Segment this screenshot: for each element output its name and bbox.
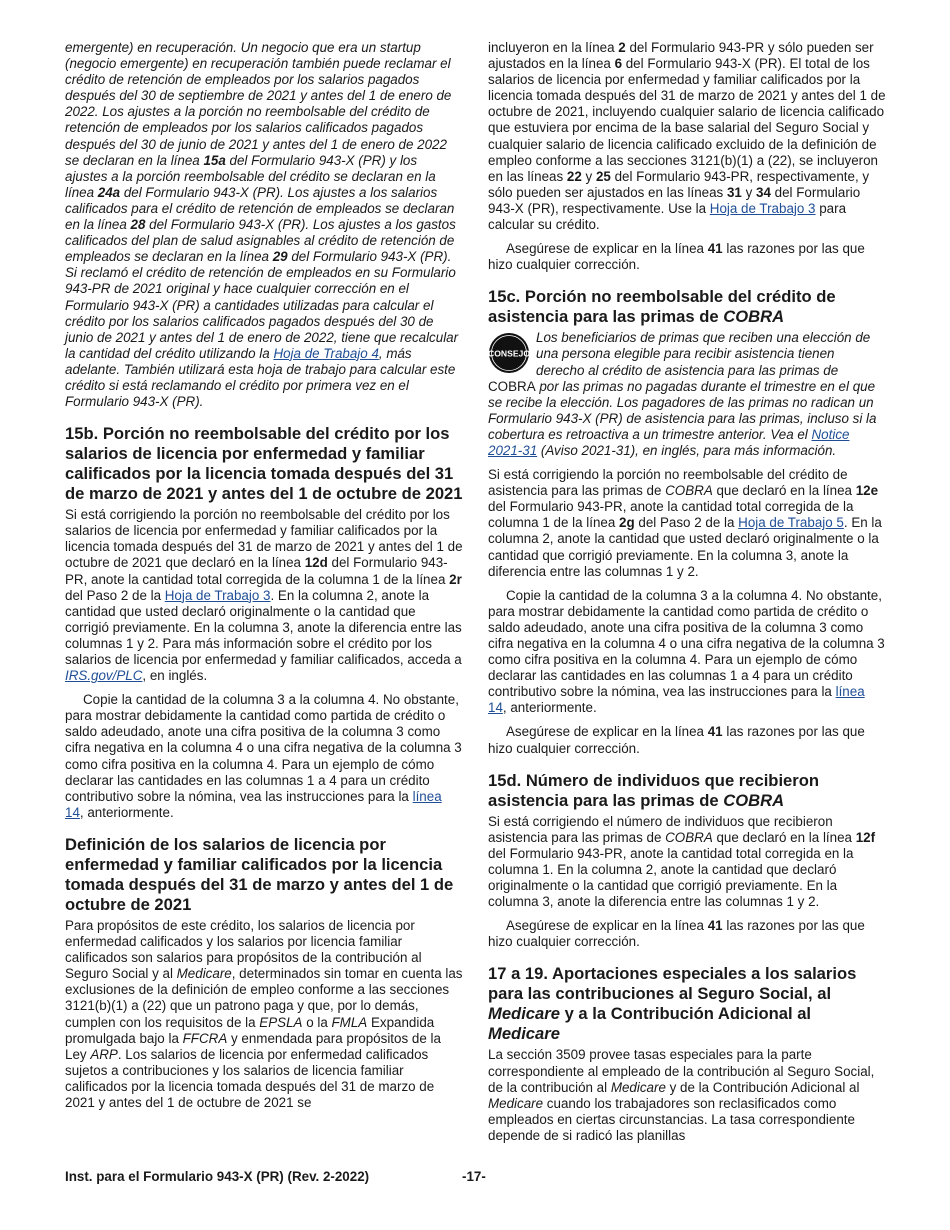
paragraph-wages-continued: incluyeron en la línea 2 del Formulario 943-PR y sólo pueden ser ajustados en la línea 6 del Formulario 943-X (PR). El total de los salarios de licencia por enfermedad y familiar calificados por la licencia tomada después del 31 de marzo de 2021 y antes del 1 de octubre de 2021, incluyendo cualquier salario de licencia calificado que estuviera por encima de la base salarial del Seguro Social y cualquier salario de licencia calificado excluido de la definición de empleo conforme a las secciones 3121(b)(1) a (22), se incluyeron en las líneas 22 y 25 del Formulario 943-PR, respectivamente, y sólo pueden ser ajustados en las líneas 31 y 34 del Formulario 943-X (PR), respectivamente. Use la Hoja de Trabajo 3 para calcular su crédito. xyxy=(488,40,886,233)
worksheet-3-link-right[interactable]: Hoja de Trabajo 3 xyxy=(709,200,816,216)
page-number: -17- xyxy=(462,1169,486,1184)
heading-15d: 15d. Número de individuos que recibieron asistencia para las primas de COBRA xyxy=(488,770,820,810)
heading-15c: 15c. Porción no reembolsable del crédito de asistencia para las primas de COBRA xyxy=(488,287,836,327)
paragraph-15b-copy-column: Copie la cantidad de la columna 3 a la columna 4. No obstante, para mostrar debidamente la cantidad como partida de crédito o saldo adeudado, anote una cifra positiva de la columna 3 como cifra negativa en la columna 4 o una cifra negativa de la columna 3 como cifra positiva en la columna 4. Para un ejemplo de cómo declarar las cantidades en las columnas 1 a 4 para un crédito contributivo sobre la nómina, vea las instrucciones para la línea 14, anteriormente. xyxy=(65,692,462,820)
line-14-link[interactable]: línea 14 xyxy=(65,788,442,820)
paragraph-15c-copy-column: Copie la cantidad de la columna 3 a la columna 4. No obstante, para mostrar debidamente la cantidad como partida de crédito o saldo adeudado, anote una cifra positiva de la columna 3 como cifra negativa en la columna 4 o una cifra negativa de la columna 3 como cifra positiva en la columna 4. Para un ejemplo de cómo declarar las cantidades en las columnas 1 a 4 para un crédito contributivo sobre la nómina, vea las instrucciones para la línea 14, anteriormente. xyxy=(488,587,885,716)
worksheet-4-link[interactable]: Hoja de Trabajo 4 xyxy=(273,345,379,361)
erc-note-paragraph: emergente) en recuperación. Un negocio que era un startup (negocio emergente) en recuperación también puede reclamar el crédito de retención de empleados por los salarios pagados después del 30 de septiembre de 2021 y antes del 1 de enero de 2022. Los ajustes a la porción no reembolsable del crédito de retención de empleados por los salarios calificados pagados después del 30 de junio de 2021 y antes del 1 de enero de 2022 se declaran en la línea 15a del Formulario 943-X (PR) y los ajustes a la porción reembolsable del crédito se declaran en la línea 24a del Formulario 943-X (PR). Los ajustes a los salarios calificados para el crédito de retención de empleados se declaran en la línea 28 del Formulario 943-X (PR). Los ajustes a los gastos calificados del plan de salud asignables al crédito de retención de empleados se declaran en la línea 29 del Formulario 943-X (PR). Si reclamó el crédito de retención de empleados en su Formulario 943-PR de 2021 original y hace cualquier corrección en el Formulario 943-X (PR) a cantidades utilizadas para calcular el crédito por los salarios calificados pagados después del 30 de junio de 2021 y antes del 1 de enero de 2022, tiene que recalcular la cantidad del crédito utilizando la Hoja de Trabajo 4, más adelante. También utilizará esta hoja de trabajo para calcular este crédito si está reclamando el crédito por primera vez en el Formulario 943-X (PR). xyxy=(65,40,459,410)
explain-line-41-paragraph: Asegúrese de explicar en la línea 41 las razones por las que hizo cualquier corrección. xyxy=(488,241,865,273)
explain-line-41-paragraph-2: Asegúrese de explicar en la línea 41 las razones por las que hizo cualquier corrección. xyxy=(488,724,865,756)
paragraph-15d-instructions: Si está corrigiendo el número de individuos que recibieron asistencia para las primas de COBRA que declaró en la línea 12f del Formulario 943-PR, anote la cantidad total corregida en la columna 1. En la columna 2, anote la cantidad que declaró originalmente o la cantidad que corrigió previamente. En la columna 3, anote la diferencia entre las columnas 1 y 2. xyxy=(488,813,876,910)
heading-15b: 15b. Porción no reembolsable del crédito por los salarios de licencia por enfermedad y familiar calificados por la licencia tomada después del 31 de marzo de 2021 y antes del 1 de octubre de 2021 xyxy=(65,424,463,504)
worksheet-3-link[interactable]: Hoja de Trabajo 3 xyxy=(164,587,271,603)
tip-box xyxy=(488,330,886,467)
page-footer xyxy=(65,1169,885,1184)
paragraph-definition: Para propósitos de este crédito, los salarios de licencia por enfermedad calificados y los salarios por licencia familiar calificados son salarios para propósitos de la contribución al Seguro Social y al Medicare, determinados sin tomar en cuenta las exclusiones de la definición de empleo conforme a las secciones 3121(b)(1) a (22) que un patrono paga y que, por lo demás, cumplen con los requisitos de la EPSLA o la FMLA Expandida promulgada bajo la FFCRA y enmendada para propósitos de la Ley ARP. Los salarios de licencia por enfermedad calificados sujetos a contribuciones y los salarios de licencia familiar calificados por la licencia tomada después del 31 de marzo de 2021 y antes del 1 de octubre de 2021 se xyxy=(65,917,463,1110)
worksheet-5-link[interactable]: Hoja de Trabajo 5 xyxy=(738,515,844,531)
left-column xyxy=(65,40,463,1119)
consejo-tip-icon xyxy=(488,332,530,374)
explain-line-41-paragraph-3: Asegúrese de explicar en la línea 41 las razones por las que hizo cualquier corrección. xyxy=(488,918,865,950)
tip-icon-label: CONSEJO xyxy=(488,348,530,359)
line-14-link-right[interactable]: línea 14 xyxy=(488,684,865,716)
irs-plc-link[interactable]: IRS.gov/PLC xyxy=(65,668,143,684)
right-column xyxy=(488,40,886,1152)
footer-form-title: Inst. para el Formulario 943-X (PR) (Rev. 2-2022) xyxy=(65,1169,370,1184)
heading-definition: Definición de los salarios de licencia por enfermedad y familiar calificados por la licencia tomada después del 31 de marzo y antes del 1 de octubre de 2021 xyxy=(65,834,454,914)
paragraph-15b-instructions: Si está corrigiendo la porción no reembolsable del crédito por los salarios de licencia por enfermedad y familiar calificados por la licencia tomada después del 31 de marzo de 2021 y antes del 1 de octubre de 2021 que declaró en la línea 12d del Formulario 943-PR, anote la cantidad total corregida de la columna 1 de la línea 2r del Paso 2 de la Hoja de Trabajo 3. En la columna 2, anote la cantidad que usted declaró originalmente o la cantidad que corrigió previamente. En la columna 3, anote la diferencia entre las columnas 1 y 2. Para más información sobre el crédito por los salarios de licencia por enfermedad y familiar calificados, acceda a IRS.gov/PLC, en inglés. xyxy=(65,507,463,684)
notice-2021-31-link[interactable]: Notice 2021-31 xyxy=(488,426,850,458)
heading-17-19: 17 a 19. Aportaciones especiales a los salarios para las contribuciones al Seguro Social, al Medicare y a la Contribución Adicional al Medicare xyxy=(488,964,857,1044)
paragraph-section-3509: La sección 3509 provee tasas especiales para la parte correspondiente al empleado de la contribución al Seguro Social, de la contribución al Medicare y de la Contribución Adicional al Medicare cuando los trabajadores son reclasificados como empleados en ciertas circunstancias. La tasa correspondiente depende de si radicó las planillas xyxy=(488,1047,875,1143)
paragraph-15c-instructions: Si está corrigiendo la porción no reembolsable del crédito de asistencia para las primas de COBRA que declaró en la línea 12e del Formulario 943-PR, anote la cantidad total corregida de la columna 1 de la línea 2g del Paso 2 de la Hoja de Trabajo 5. En la columna 2, anote la cantidad que usted declaró originalmente o la cantidad que corrigió previamente. En la columna 3, anote la diferencia entre las columnas 1 y 2. xyxy=(488,467,882,579)
tip-text: Los beneficiarios de primas que reciben una elección de una persona elegible para recibir asistencia tienen derecho al crédito de asistencia para las primas de COBRA por las primas no pagadas durante el trimestre en el que se recibe la elección. Los pagadores de las primas no radican un Formulario 943-X (PR) de asistencia para las primas, incluso si la cobertura es retroactiva a un trimestre anterior. Vea el Notice 2021-31 (Aviso 2021-31), en inglés, para más información. xyxy=(488,330,877,458)
